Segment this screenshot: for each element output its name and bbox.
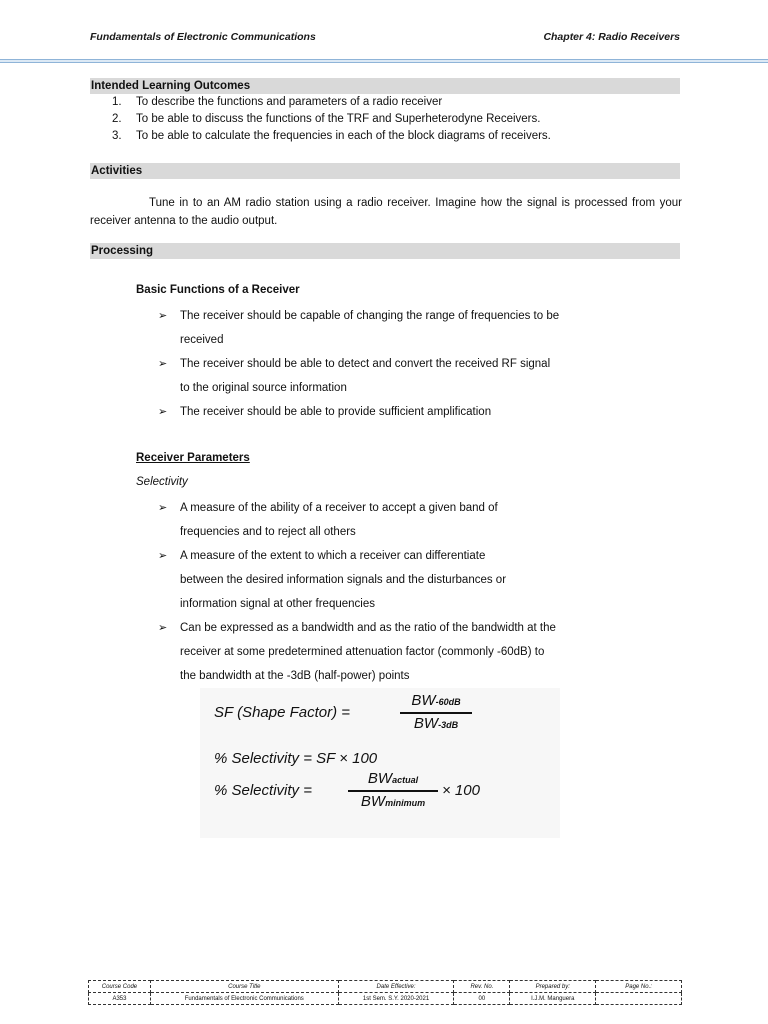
selectivity-bw-fraction: BWactual BWminimum [348,770,438,814]
selectivity-heading: Selectivity [136,476,188,488]
section-outcomes-title: Intended Learning Outcomes [90,78,680,94]
basic-functions-heading: Basic Functions of a Receiver [136,284,300,296]
arrow-bullet-icon: ➢ [158,310,168,322]
header-rule [0,59,768,63]
footer-header-row: Course Code Course Title Date Effective: Rev. No. Prepared by: Page No.: [89,981,682,993]
arrow-bullet-icon: ➢ [158,358,168,370]
header-chapter-title: Chapter 4: Radio Receivers [543,31,680,43]
arrow-bullet-icon: ➢ [158,406,168,418]
list-item: ➢ The receiver should be able to detect and convert the received RF signal to the original source information [158,352,658,400]
activities-text: Tune in to an AM radio station using a radio receiver. Imagine how the signal is processed from your receiver antenna to the audio output. [90,197,682,227]
selectivity-sf-formula: % Selectivity = SF × 100 [214,750,378,767]
arrow-bullet-icon: ➢ [158,550,168,562]
arrow-bullet-icon: ➢ [158,622,168,634]
list-item: 2. To be able to discuss the functions of the TRF and Superheterodyne Receivers. [112,113,541,125]
list-item: 1. To describe the functions and parameters of a radio receiver [112,96,443,108]
header-course-title: Fundamentals of Electronic Communications [90,31,316,43]
list-item: ➢ A measure of the ability of a receiver to accept a given band of frequencies and to reject all others [158,496,658,544]
selectivity-bw-lhs: % Selectivity = [214,782,312,799]
footer-table [88,980,682,1005]
shape-factor-fraction: BW-60dB BW-3dB [400,692,472,736]
shape-factor-lhs: SF (Shape Factor) = [214,704,351,721]
outcomes-list [112,94,551,145]
section-activities-title: Activities [90,163,680,179]
page-header [90,31,680,47]
list-item: ➢ The receiver should be capable of changing the range of frequencies to be received [158,304,658,352]
list-item: ➢ A measure of the extent to which a receiver can differentiate between the desired information signals and the disturbances or information signal at other frequencies [158,544,658,616]
list-item: ➢ The receiver should be able to provide sufficient amplification [158,400,658,424]
list-item: 3. To be able to calculate the frequencies in each of the block diagrams of receivers. [112,130,551,142]
selectivity-formulas [200,688,560,838]
section-processing-title: Processing [90,243,680,259]
receiver-parameters-heading: Receiver Parameters [136,452,250,464]
document-footer [88,980,682,1006]
selectivity-bw-rhs: × 100 [442,782,480,799]
arrow-bullet-icon: ➢ [158,502,168,514]
list-item: ➢ Can be expressed as a bandwidth and as the ratio of the bandwidth at the receiver at some predetermined attenuation factor (commonly -60dB) to the bandwidth at the -3dB (half-power) points [158,616,658,688]
fraction-bar [348,790,438,792]
fraction-bar [400,712,472,714]
footer-value-row: A353 Fundamentals of Electronic Communications 1st Sem. S.Y. 2020-2021 00 I.J.M. Manguera [89,993,682,1005]
